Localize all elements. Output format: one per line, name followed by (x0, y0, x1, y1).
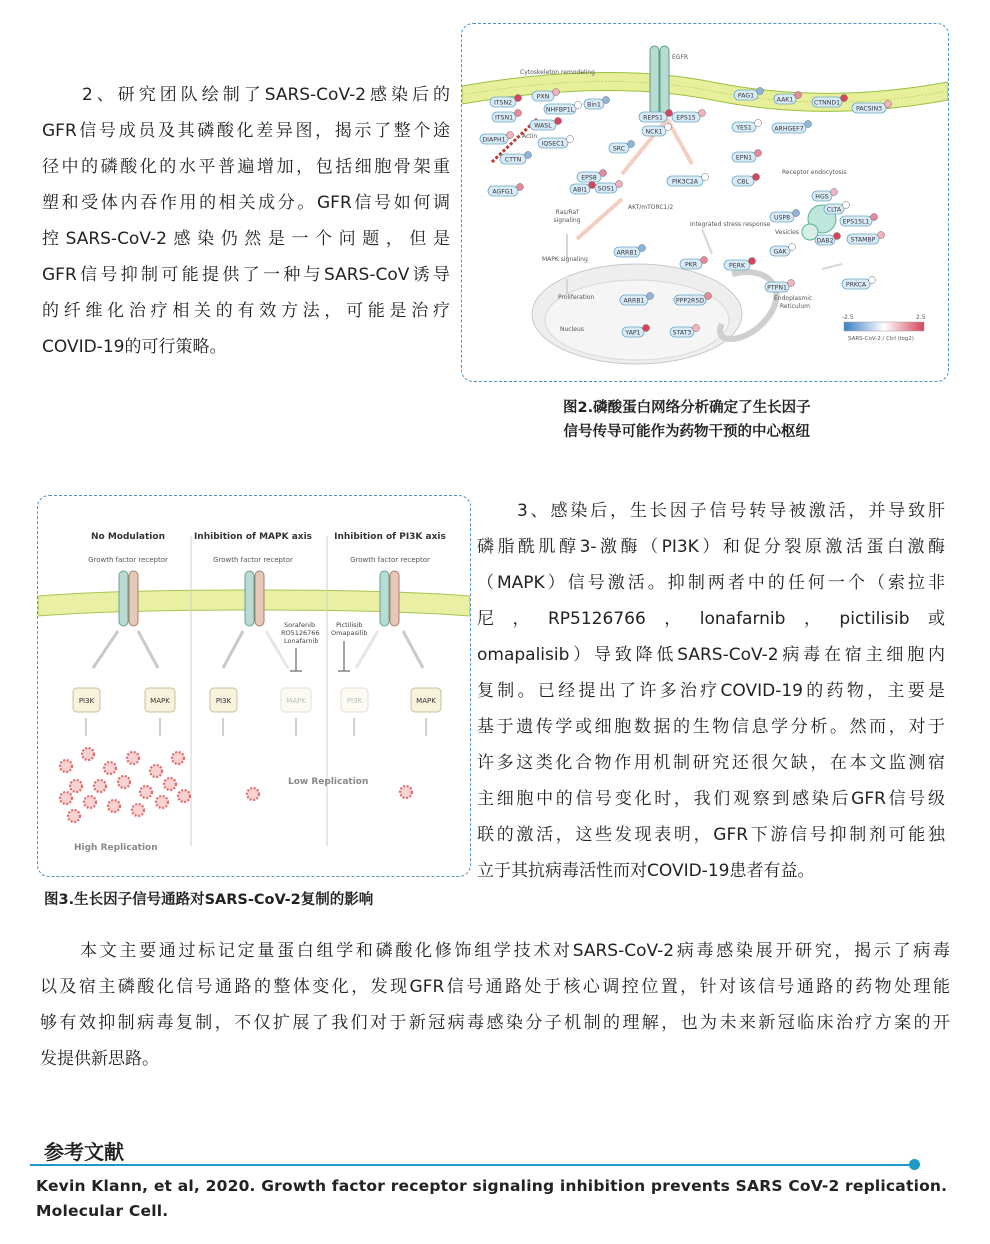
phosphosite-icon (755, 150, 762, 157)
caption-line: 信号传导可能作为药物干预的中心枢纽 (563, 424, 811, 440)
protein-node (732, 174, 760, 187)
text-line: 尼，RP5126766，lonafarnib，pictilisib或 (477, 609, 945, 629)
phosphosite-icon (643, 325, 650, 332)
protein-label: STAT3 (672, 329, 692, 337)
protein-label: DAB2 (816, 237, 834, 245)
protein-label: ABI1 (572, 186, 588, 194)
virus-icon (104, 762, 116, 774)
text-line: 3、感染后，生长因子信号转导被激活，并导致肝 (517, 501, 945, 521)
virus-icon (94, 780, 106, 792)
protein-node (544, 102, 582, 115)
protein-label: SOS1 (597, 185, 615, 193)
drug-label: Sorafenib (284, 621, 316, 629)
text-line: COVID-19的可行策略。 (42, 337, 227, 357)
protein-node (732, 150, 762, 163)
protein-node (672, 110, 706, 123)
receptor-label: Growth factor receptor (88, 556, 168, 564)
mapk-box: MAPK (150, 697, 170, 705)
text-line: 以及宿主磷酸化信号通路的整体变化，发现GFR信号通路处于核心调控位置，针对该信号通路的药物处理能 (40, 977, 950, 997)
text-line: 2、研究团队绘制了SARS-CoV-2感染后的 (82, 85, 450, 105)
phosphoprotein-network-diagram (462, 24, 948, 381)
virus-icon (247, 788, 259, 800)
protein-label: DIAPH1 (482, 136, 506, 144)
protein-label: YAP1 (625, 329, 641, 337)
protein-label: HGS (815, 193, 829, 201)
text-line: 的纤维化治疗相关的有效方法，可能是治疗 (42, 301, 450, 321)
receptor-icon (380, 571, 399, 626)
akt-label: AKT/mTORC1/2 (628, 204, 674, 211)
protein-node (584, 97, 610, 110)
protein-node (488, 184, 524, 197)
text-line: 够有效抑制病毒复制，不仅扩展了我们对于新冠病毒感染分子机制的理解，也为未来新冠临床治疗方案的开 (40, 1013, 950, 1033)
phosphosite-icon (693, 325, 700, 332)
protein-label: ITSN2 (493, 99, 513, 107)
virus-icon (68, 810, 80, 822)
protein-node (770, 210, 800, 223)
protein-node (614, 245, 646, 258)
phosphosite-icon (878, 232, 885, 239)
virus-icon (70, 780, 82, 792)
phosphosite-icon (666, 110, 673, 117)
pi3k-box: PI3K (215, 697, 232, 705)
caption-line: 图2.磷酸蛋白网络分析确定了生长因子 (563, 400, 811, 416)
phosphosite-icon (834, 233, 841, 240)
text-line: 发提供新思路。 (40, 1049, 159, 1069)
protein-label: Bin1 (587, 101, 601, 109)
phosphosite-icon (639, 245, 646, 252)
protein-node (595, 181, 623, 194)
protein-node (840, 214, 878, 227)
phosphosite-icon (603, 97, 610, 104)
virus-icon (118, 776, 130, 788)
phosphosite-icon (885, 101, 892, 108)
figure-2-caption (563, 396, 811, 444)
panel-title-mapk: Inhibition of MAPK axis (193, 532, 313, 542)
protein-label: NCK1 (645, 128, 663, 136)
protein-label: PPP2R5D (675, 297, 705, 305)
divider-dot-icon (909, 1159, 920, 1170)
protein-node (770, 244, 796, 257)
vesicles-label: Vesicles (775, 229, 799, 236)
phosphosite-icon (647, 293, 654, 300)
cytoskeleton-label: Cytoskeleton remodeling (520, 69, 595, 76)
protein-label: STAMBP (850, 236, 876, 244)
protein-label: EPS8 (581, 174, 597, 182)
virus-icon (400, 786, 412, 798)
protein-node (824, 202, 850, 215)
panel-title-no-modulation: No Modulation (91, 532, 165, 542)
phosphosite-icon (841, 95, 848, 102)
reference-line: Molecular Cell. (36, 1202, 169, 1220)
text-line: 立于其抗病毒活性而对COVID-19患者有益。 (477, 861, 815, 881)
ras-raf-label: Ras/Raf (555, 209, 579, 216)
signaling-label: signaling (553, 217, 581, 224)
phosphosite-icon (757, 88, 764, 95)
phosphosite-icon (616, 181, 623, 188)
text-line: 磷脂酰肌醇3-激酶（PI3K）和促分裂原激活蛋白激酶 (477, 537, 945, 557)
protein-label: USP8 (773, 214, 791, 222)
protein-node (847, 232, 885, 245)
protein-label: PAG1 (737, 92, 755, 100)
protein-node (500, 152, 532, 165)
phosphosite-icon (525, 152, 532, 159)
protein-label: CTTN (504, 156, 522, 164)
phosphosite-icon (600, 170, 607, 177)
figure-3-caption: 图3.生长因子信号通路对SARS-CoV-2复制的影响 (44, 892, 374, 908)
stress-response-label: Integrated stress response (690, 221, 771, 228)
protein-label: CTNND1 (813, 99, 841, 107)
protein-label: PKR (684, 261, 698, 269)
protein-label: YES1 (736, 124, 752, 132)
panel-title-pi3k: Inhibition of PI3K axis (334, 532, 446, 542)
phosphosite-icon (515, 110, 522, 117)
references-divider (30, 1164, 914, 1166)
phosphosite-icon (843, 202, 850, 209)
phosphosite-icon (793, 210, 800, 217)
phosphosite-icon (665, 124, 672, 131)
protein-label: IQSEC1 (541, 140, 565, 148)
protein-node (732, 120, 762, 133)
phosphosite-icon (702, 174, 709, 181)
phosphosite-icon (831, 189, 838, 196)
protein-label: PERK (729, 262, 745, 270)
phosphosite-icon (869, 277, 876, 284)
phosphosite-icon (628, 141, 635, 148)
virus-icon (82, 748, 94, 760)
phosphosite-icon (515, 95, 522, 102)
protein-node (724, 258, 756, 271)
protein-node (842, 277, 876, 290)
text-line: 基于遗传学或细胞数据的生物信息学分析。然而，对于 (477, 717, 945, 737)
scale-caption: SARS-CoV-2 / Ctrl (log2) (848, 336, 914, 342)
protein-label: PIK3C2A (671, 178, 699, 186)
text-line: 许多这类化合物作用机制研究还很欠缺，在本文监测宿 (477, 753, 945, 773)
nucleus-label: Nucleus (560, 326, 584, 333)
phosphosite-icon (805, 121, 812, 128)
protein-label: PRKCA (845, 281, 867, 289)
text-line: 联的激活，这些发现表明，GFR下游信号抑制剂可能独 (477, 825, 945, 845)
protein-node (815, 233, 841, 246)
phosphosite-icon (871, 214, 878, 221)
receptor-icon (245, 571, 264, 626)
reference-line: Kevin Klann, et al, 2020. Growth factor receptor signaling inhibition prevents SARS CoV-2 replication. (36, 1177, 948, 1195)
protein-node (667, 174, 709, 187)
receptor-label: Growth factor receptor (213, 556, 293, 564)
proliferation-label: Proliferation (558, 294, 595, 301)
virus-icon (84, 796, 96, 808)
protein-node (642, 124, 672, 137)
protein-label: ARRB1 (616, 249, 638, 257)
references-heading: 参考文献 (44, 1140, 124, 1164)
protein-node (680, 257, 708, 270)
high-replication-label: High Replication (74, 843, 158, 853)
mapk-signaling-label: MAPK signaling (542, 256, 588, 263)
drug-label: Omapasilib (331, 629, 368, 637)
protein-label: NHFBP1L (545, 106, 575, 114)
receptor-label: Growth factor receptor (350, 556, 430, 564)
phosphosite-icon (701, 257, 708, 264)
paragraph-infection-signaling (477, 493, 945, 889)
mapk-box: MAPK (416, 697, 436, 705)
virus-icon (108, 800, 120, 812)
virus-icon (156, 796, 168, 808)
protein-label: PTPN1 (767, 284, 787, 292)
protein-label: EPS15L1 (842, 218, 870, 226)
protein-label: PXN (536, 93, 550, 101)
receptor-icon (119, 571, 138, 626)
drug-label: Lonafarnib (284, 637, 319, 645)
protein-label: ITSN1 (494, 114, 514, 122)
drug-label: RO5126766 (281, 629, 320, 637)
phosphosite-icon (755, 120, 762, 127)
phosphosite-icon (553, 89, 560, 96)
virus-icon (132, 804, 144, 816)
phosphosite-icon (507, 132, 514, 139)
virus-icon (127, 752, 139, 764)
virus-icon (178, 790, 190, 802)
growth-factor-inhibition-diagram (38, 496, 470, 876)
protein-node (538, 136, 574, 149)
text-line: （MAPK）信号激活。抑制两者中的任何一个（索拉非 (477, 573, 945, 593)
text-line: 主细胞中的信号变化时，我们观察到感染后GFR信号级 (477, 789, 945, 809)
protein-node (492, 110, 522, 123)
protein-node (570, 182, 596, 195)
protein-label: EPN1 (735, 154, 753, 162)
text-line: GFR信号抑制可能提供了一种与SARS-CoV诱导 (42, 265, 450, 285)
protein-node (480, 132, 514, 145)
protein-label: REPS1 (643, 114, 663, 122)
low-replication-label: Low Replication (288, 777, 369, 787)
mapk-box-inhibited: MAPK (286, 697, 306, 705)
protein-label: PACSIN3 (855, 105, 883, 113)
text-line: 复制。已经提出了许多治疗COVID-19的药物，主要是 (477, 681, 945, 701)
phosphosite-icon (567, 136, 574, 143)
protein-label: WASL (534, 122, 552, 130)
pi3k-box: PI3K (78, 697, 95, 705)
endocytosis-label: Receptor endocytosis (782, 169, 847, 176)
reference-entry (36, 1174, 947, 1224)
phosphosite-icon (517, 184, 524, 191)
text-line: 控SARS-CoV-2感染仍然是一个问题，但是 (42, 229, 450, 249)
er-label-2: Reticulum (780, 303, 811, 310)
phosphosite-icon (753, 174, 760, 181)
virus-icon (140, 786, 152, 798)
protein-node (772, 121, 812, 134)
protein-label: ARHGEF7 (774, 125, 804, 133)
actin-label: Actin (522, 133, 538, 140)
virus-icon (60, 792, 72, 804)
protein-label: CBL (736, 178, 750, 186)
paragraph-gfr-map (42, 77, 450, 365)
protein-node (577, 170, 607, 183)
protein-label: CLTA (826, 206, 842, 214)
virus-icon (150, 765, 162, 777)
drug-label: Pictilisib (336, 621, 363, 629)
text-line: GFR信号成员及其磷酸化差异图，揭示了整个途 (42, 121, 450, 141)
text-line: omapalisib）导致降低SARS-CoV-2病毒在宿主细胞内 (477, 645, 945, 665)
phosphosite-icon (795, 92, 802, 99)
protein-label: AAK1 (776, 96, 794, 104)
paragraph-summary (40, 933, 950, 1077)
protein-node (609, 141, 635, 154)
virus-icon (172, 752, 184, 764)
scale-max: 2.5 (916, 314, 926, 321)
text-line: 本文主要通过标记定量蛋白组学和磷酸化修饰组学技术对SARS-CoV-2病毒感染展开研究，揭示了病毒 (80, 941, 950, 961)
figure-2-box (461, 23, 949, 382)
phosphosite-icon (575, 102, 582, 109)
protein-label: GAK (773, 248, 787, 256)
text-line: 径中的磷酸化的水平普遍增加，包括细胞骨架重 (42, 157, 450, 177)
protein-label: EPS15 (676, 114, 696, 122)
figure-3-box (37, 495, 471, 877)
protein-label: SRC (612, 145, 626, 153)
text-line: 塑和受体内吞作用的相关成分。GFR信号如何调 (42, 193, 450, 213)
virus-icon (164, 778, 176, 790)
egfr-label: EGFR (672, 54, 689, 61)
protein-node (812, 189, 838, 202)
phosphosite-icon (699, 110, 706, 117)
phosphosite-icon (555, 118, 562, 125)
er-label-1: Endoplasmic (774, 295, 813, 302)
pi3k-box-inhibited: PI3K (346, 697, 363, 705)
phosphosite-icon (749, 258, 756, 265)
phosphosite-icon (788, 280, 795, 287)
virus-icon (60, 760, 72, 772)
protein-label: ARRB1 (623, 297, 645, 305)
scale-min: -2.5 (842, 314, 854, 321)
protein-label: AGFG1 (492, 188, 514, 196)
phosphosite-icon (789, 244, 796, 251)
phosphosite-icon (705, 293, 712, 300)
phosphosite-icon (589, 182, 596, 189)
